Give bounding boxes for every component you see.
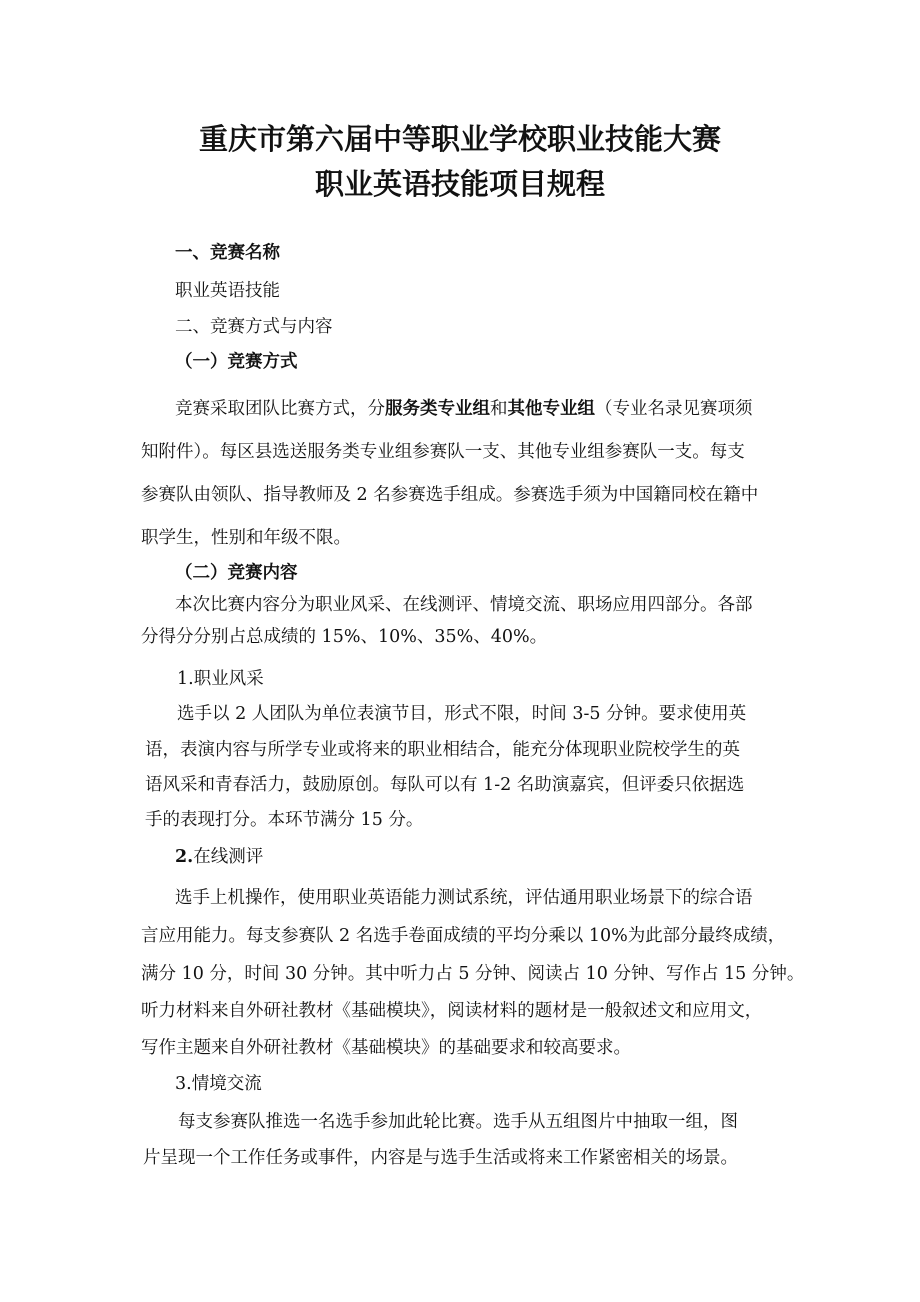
item-2-line-2: 言应用能力。每支参赛队 2 名选手卷面成绩的平均分乘以 10%为此部分最终成绩， bbox=[141, 926, 786, 946]
text-run: 竞赛采取团队比赛方式，分 bbox=[175, 399, 385, 419]
item-1-line-2: 语，表演内容与所学专业或将来的职业相结合，能充分体现职业院校学生的英 bbox=[145, 740, 740, 760]
other-group-term: 其他专业组 bbox=[507, 399, 595, 419]
item-1-line-4: 手的表现打分。本环节满分 15 分。 bbox=[145, 810, 424, 830]
text-run: （专业名录见赛项须 bbox=[595, 399, 753, 419]
item-2-line-5: 写作主题来自外研社教材《基础模块》的基础要求和较高要求。 bbox=[141, 1038, 631, 1058]
item-2-line-4: 听力材料来自外研社教材《基础模块》，阅读材料的题材是一般叙述文和应用文， bbox=[141, 1001, 763, 1021]
service-group-term: 服务类专业组 bbox=[385, 399, 490, 419]
subsection-1-paragraph-line-4: 职学生，性别和年级不限。 bbox=[141, 528, 351, 548]
text-run: 和 bbox=[490, 399, 508, 419]
item-2-number: 2. bbox=[175, 847, 194, 867]
document-title-line-2: 职业英语技能项目规程 bbox=[314, 167, 605, 201]
item-3-line-2: 片呈现一个工作任务或事件，内容是与选手生活或将来工作紧密相关的场景。 bbox=[143, 1148, 738, 1168]
subsection-1-paragraph-line-3: 参赛队由领队、指导教师及 2 名参赛选手组成。参赛选手须为中国籍同校在籍中 bbox=[141, 485, 759, 505]
section-2-heading: 二、竞赛方式与内容 bbox=[175, 317, 333, 337]
item-3-heading: 3.情境交流 bbox=[175, 1074, 262, 1094]
subsection-1-paragraph-line-2: 知附件）。每区县选送服务类专业组参赛队一支、其他专业组参赛队一支。每支 bbox=[141, 442, 745, 462]
section-1-content: 职业英语技能 bbox=[175, 281, 280, 301]
subsection-2-paragraph-line-2: 分得分分别占总成绩的 15%、10%、35%、40%。 bbox=[141, 627, 548, 647]
subsection-1-paragraph-line-1 bbox=[175, 397, 753, 421]
item-2-title: 在线测评 bbox=[193, 847, 264, 867]
item-2-heading bbox=[175, 845, 263, 869]
document-title-line-1: 重庆市第六届中等职业学校职业技能大赛 bbox=[198, 122, 721, 156]
subsection-1-heading: （一）竞赛方式 bbox=[175, 352, 298, 372]
section-1-heading: 一、竞赛名称 bbox=[175, 243, 280, 263]
item-1-line-1: 选手以 2 人团队为单位表演节目，形式不限，时间 3-5 分钟。要求使用英 bbox=[177, 704, 747, 724]
subsection-2-paragraph-line-1: 本次比赛内容分为职业风采、在线测评、情境交流、职场应用四部分。各部 bbox=[175, 595, 753, 615]
item-2-line-3: 满分 10 分，时间 30 分钟。其中听力占 5 分钟、阅读占 10 分钟、写作占 15 分钟。 bbox=[141, 964, 805, 984]
item-1-heading: 1.职业风采 bbox=[177, 669, 264, 689]
item-1-line-3: 语风采和青春活力，鼓励原创。每队可以有 1-2 名助演嘉宾，但评委只依据选 bbox=[145, 775, 745, 795]
item-2-line-1: 选手上机操作，使用职业英语能力测试系统，评估通用职业场景下的综合语 bbox=[175, 888, 753, 908]
subsection-2-heading: （二）竞赛内容 bbox=[175, 563, 298, 583]
item-3-line-1: 每支参赛队推选一名选手参加此轮比赛。选手从五组图片中抽取一组，图 bbox=[178, 1112, 738, 1132]
